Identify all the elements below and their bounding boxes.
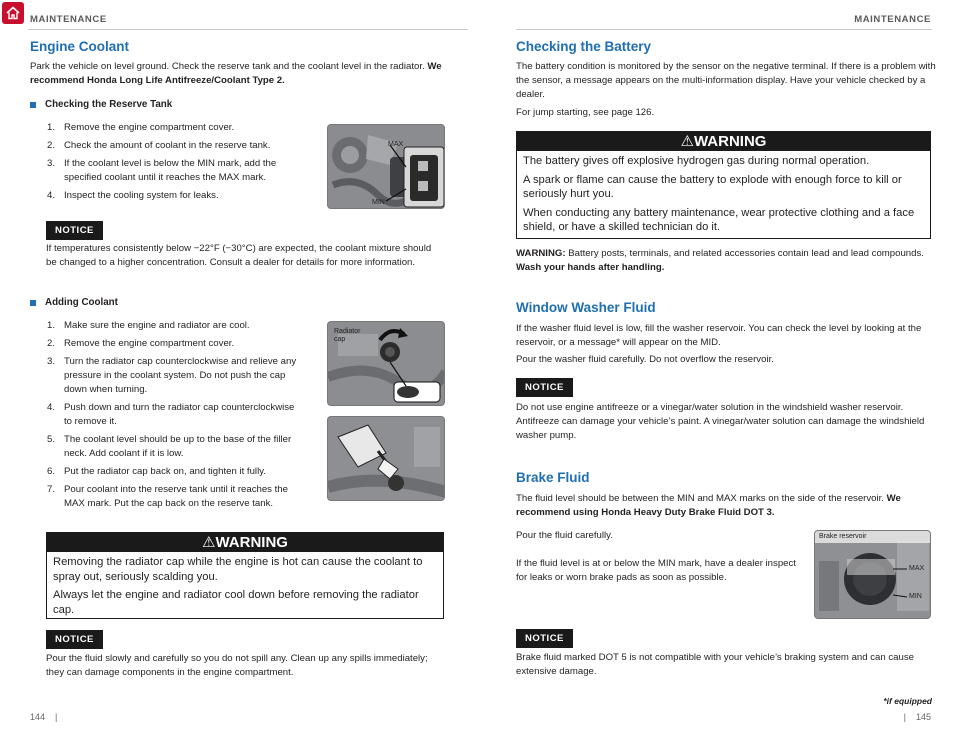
battery-title: Checking the Battery bbox=[516, 39, 652, 54]
notice-text: Do not use engine antifreeze or a vinegar/water solution in the windshield washer reservoir. Antifreeze can damage your vehicle’s paint. A vinegar/water solution can damage the windshield washer pump. bbox=[516, 402, 925, 441]
notice-badge: NOTICE bbox=[46, 630, 103, 649]
section-title: Engine Coolant bbox=[30, 39, 129, 54]
warning-triangle-icon: ⚠ bbox=[202, 534, 216, 551]
page-number: 144 | bbox=[30, 712, 58, 722]
brake-reservoir-figure bbox=[814, 530, 931, 619]
list-item: 1. Remove the engine compartment cover. bbox=[47, 122, 235, 133]
washer-title: Window Washer Fluid bbox=[516, 300, 656, 315]
lead-warning-text: WARNING: Battery posts, terminals, and related accessories contain lead and lead compounds. Wash your hands after handling. bbox=[516, 248, 924, 273]
reserve-steps bbox=[47, 121, 305, 207]
list-item: 4. Push down and turn the radiator cap counterclockwise to remove it. bbox=[47, 402, 295, 427]
right-page bbox=[480, 0, 960, 738]
header-divider bbox=[516, 29, 932, 30]
max-label: MAX bbox=[909, 565, 925, 572]
list-item: 2. Check the amount of coolant in the reserve tank. bbox=[47, 140, 271, 151]
warning-line: When conducting any battery maintenance, wear protective clothing and a face shield, or have a skilled technician do it. bbox=[523, 206, 915, 233]
warning-line: Always let the engine and radiator cool down before removing the radiator cap. bbox=[53, 589, 419, 616]
list-item: 3. If the coolant level is below the MIN mark, add the specified coolant until it reaches the MAX mark. bbox=[47, 158, 277, 183]
warning-triangle-icon: ⚠ bbox=[680, 133, 694, 150]
min-label: MIN bbox=[372, 199, 385, 206]
radiator-cap-figure bbox=[327, 321, 445, 406]
pouring-illustration bbox=[328, 417, 445, 501]
notice-badge: NOTICE bbox=[516, 629, 573, 648]
section-header: MAINTENANCE bbox=[854, 14, 931, 25]
list-item: 6. Put the radiator cap back on, and tighten it fully. bbox=[47, 466, 266, 477]
list-item: 1. Make sure the engine and radiator are cool. bbox=[47, 320, 250, 331]
list-item: 2. Remove the engine compartment cover. bbox=[47, 338, 235, 349]
washer-paragraph: If the washer fluid level is low, fill the washer reservoir. You can check the level by looking at the reservoir, or a message* will appear on the MID. bbox=[516, 323, 922, 348]
notice-text: Brake fluid marked DOT 5 is not compatible with your vehicle’s braking system and can cause extensive damage. bbox=[516, 652, 914, 677]
brake-paragraph: The fluid level should be between the MIN and MAX marks on the side of the reservoir. We recommend using Honda Heavy Duty Brake Fluid DOT 3. bbox=[516, 493, 901, 518]
brake-paragraph: Pour the fluid carefully. bbox=[516, 530, 613, 541]
home-button[interactable] bbox=[2, 2, 24, 24]
notice-text: Pour the fluid slowly and carefully so you do not spill any. Clean up any spills immediately; they can damage components in the engine compartment. bbox=[46, 653, 428, 678]
washer-paragraph: Pour the washer fluid carefully. Do not overflow the reservoir. bbox=[516, 354, 774, 365]
list-item: 5. The coolant level should be up to the base of the filler neck. Add coolant if it is low. bbox=[47, 434, 292, 459]
warning-line: Removing the radiator cap while the engine is hot can cause the coolant to spray out, seriously scalding you. bbox=[53, 556, 423, 583]
list-item: 4. Inspect the cooling system for leaks. bbox=[47, 190, 219, 201]
warning-line: A spark or flame can cause the battery to explode with enough force to kill or seriously hurt you. bbox=[523, 173, 902, 200]
warning-line: The battery gives off explosive hydrogen gas during normal operation. bbox=[523, 155, 870, 167]
header-divider bbox=[28, 29, 468, 30]
notice-badge: NOTICE bbox=[516, 378, 573, 397]
brake-title: Brake Fluid bbox=[516, 470, 590, 485]
subheading-reserve-tank: Checking the Reserve Tank bbox=[30, 99, 172, 110]
jump-start-reference: For jump starting, see page 126. bbox=[516, 107, 655, 118]
subheading-adding-coolant: Adding Coolant bbox=[30, 297, 118, 308]
warning-header: ⚠WARNING bbox=[517, 132, 930, 151]
battery-warning-box bbox=[516, 131, 931, 239]
notice-text: If temperatures consistently below −22°F (−30°C) are expected, the coolant mixture should be changed to a higher concentration. Consult a dealer for details for more information. bbox=[46, 243, 432, 268]
brake-reservoir-illustration bbox=[815, 531, 931, 619]
brake-reservoir-label: Brake reservoir bbox=[819, 533, 867, 540]
min-label: MIN bbox=[909, 593, 922, 600]
square-bullet-icon bbox=[30, 102, 36, 108]
max-label: MAX bbox=[388, 141, 404, 148]
warning-header: ⚠WARNING bbox=[47, 533, 443, 552]
reserve-tank-figure bbox=[327, 124, 445, 209]
adding-steps bbox=[47, 319, 305, 515]
page-number: | 145 bbox=[903, 712, 931, 722]
notice-badge: NOTICE bbox=[46, 221, 103, 240]
coolant-warning-box bbox=[46, 532, 444, 619]
square-bullet-icon bbox=[30, 300, 36, 306]
home-icon bbox=[5, 5, 21, 21]
list-item: 7. Pour coolant into the reserve tank until it reaches the MAX mark. Put the cap back on the reserve tank. bbox=[47, 484, 288, 509]
footnote: *if equipped bbox=[883, 696, 932, 706]
list-item: 3. Turn the radiator cap counterclockwise and relieve any pressure in the coolant system. Do not push the cap down when turning. bbox=[47, 356, 297, 395]
battery-paragraph: The battery condition is monitored by the sensor on the negative terminal. If there is a problem with the sensor, a message appears on the multi-information display. Have your vehicle checked by a dealer. bbox=[516, 61, 936, 100]
brake-paragraph: If the fluid level is at or below the MIN mark, have a dealer inspect for leaks or worn brake pads as soon as possible. bbox=[516, 558, 796, 583]
radiator-cap-label: Radiator cap bbox=[334, 328, 361, 343]
intro-paragraph: Park the vehicle on level ground. Check the reserve tank and the coolant level in the radiator. We recommend Honda Long Life Antifreeze/Coolant Type 2. bbox=[30, 61, 442, 86]
pour-coolant-figure bbox=[327, 416, 445, 501]
section-header: MAINTENANCE bbox=[30, 14, 107, 25]
engine-illustration bbox=[328, 125, 445, 209]
